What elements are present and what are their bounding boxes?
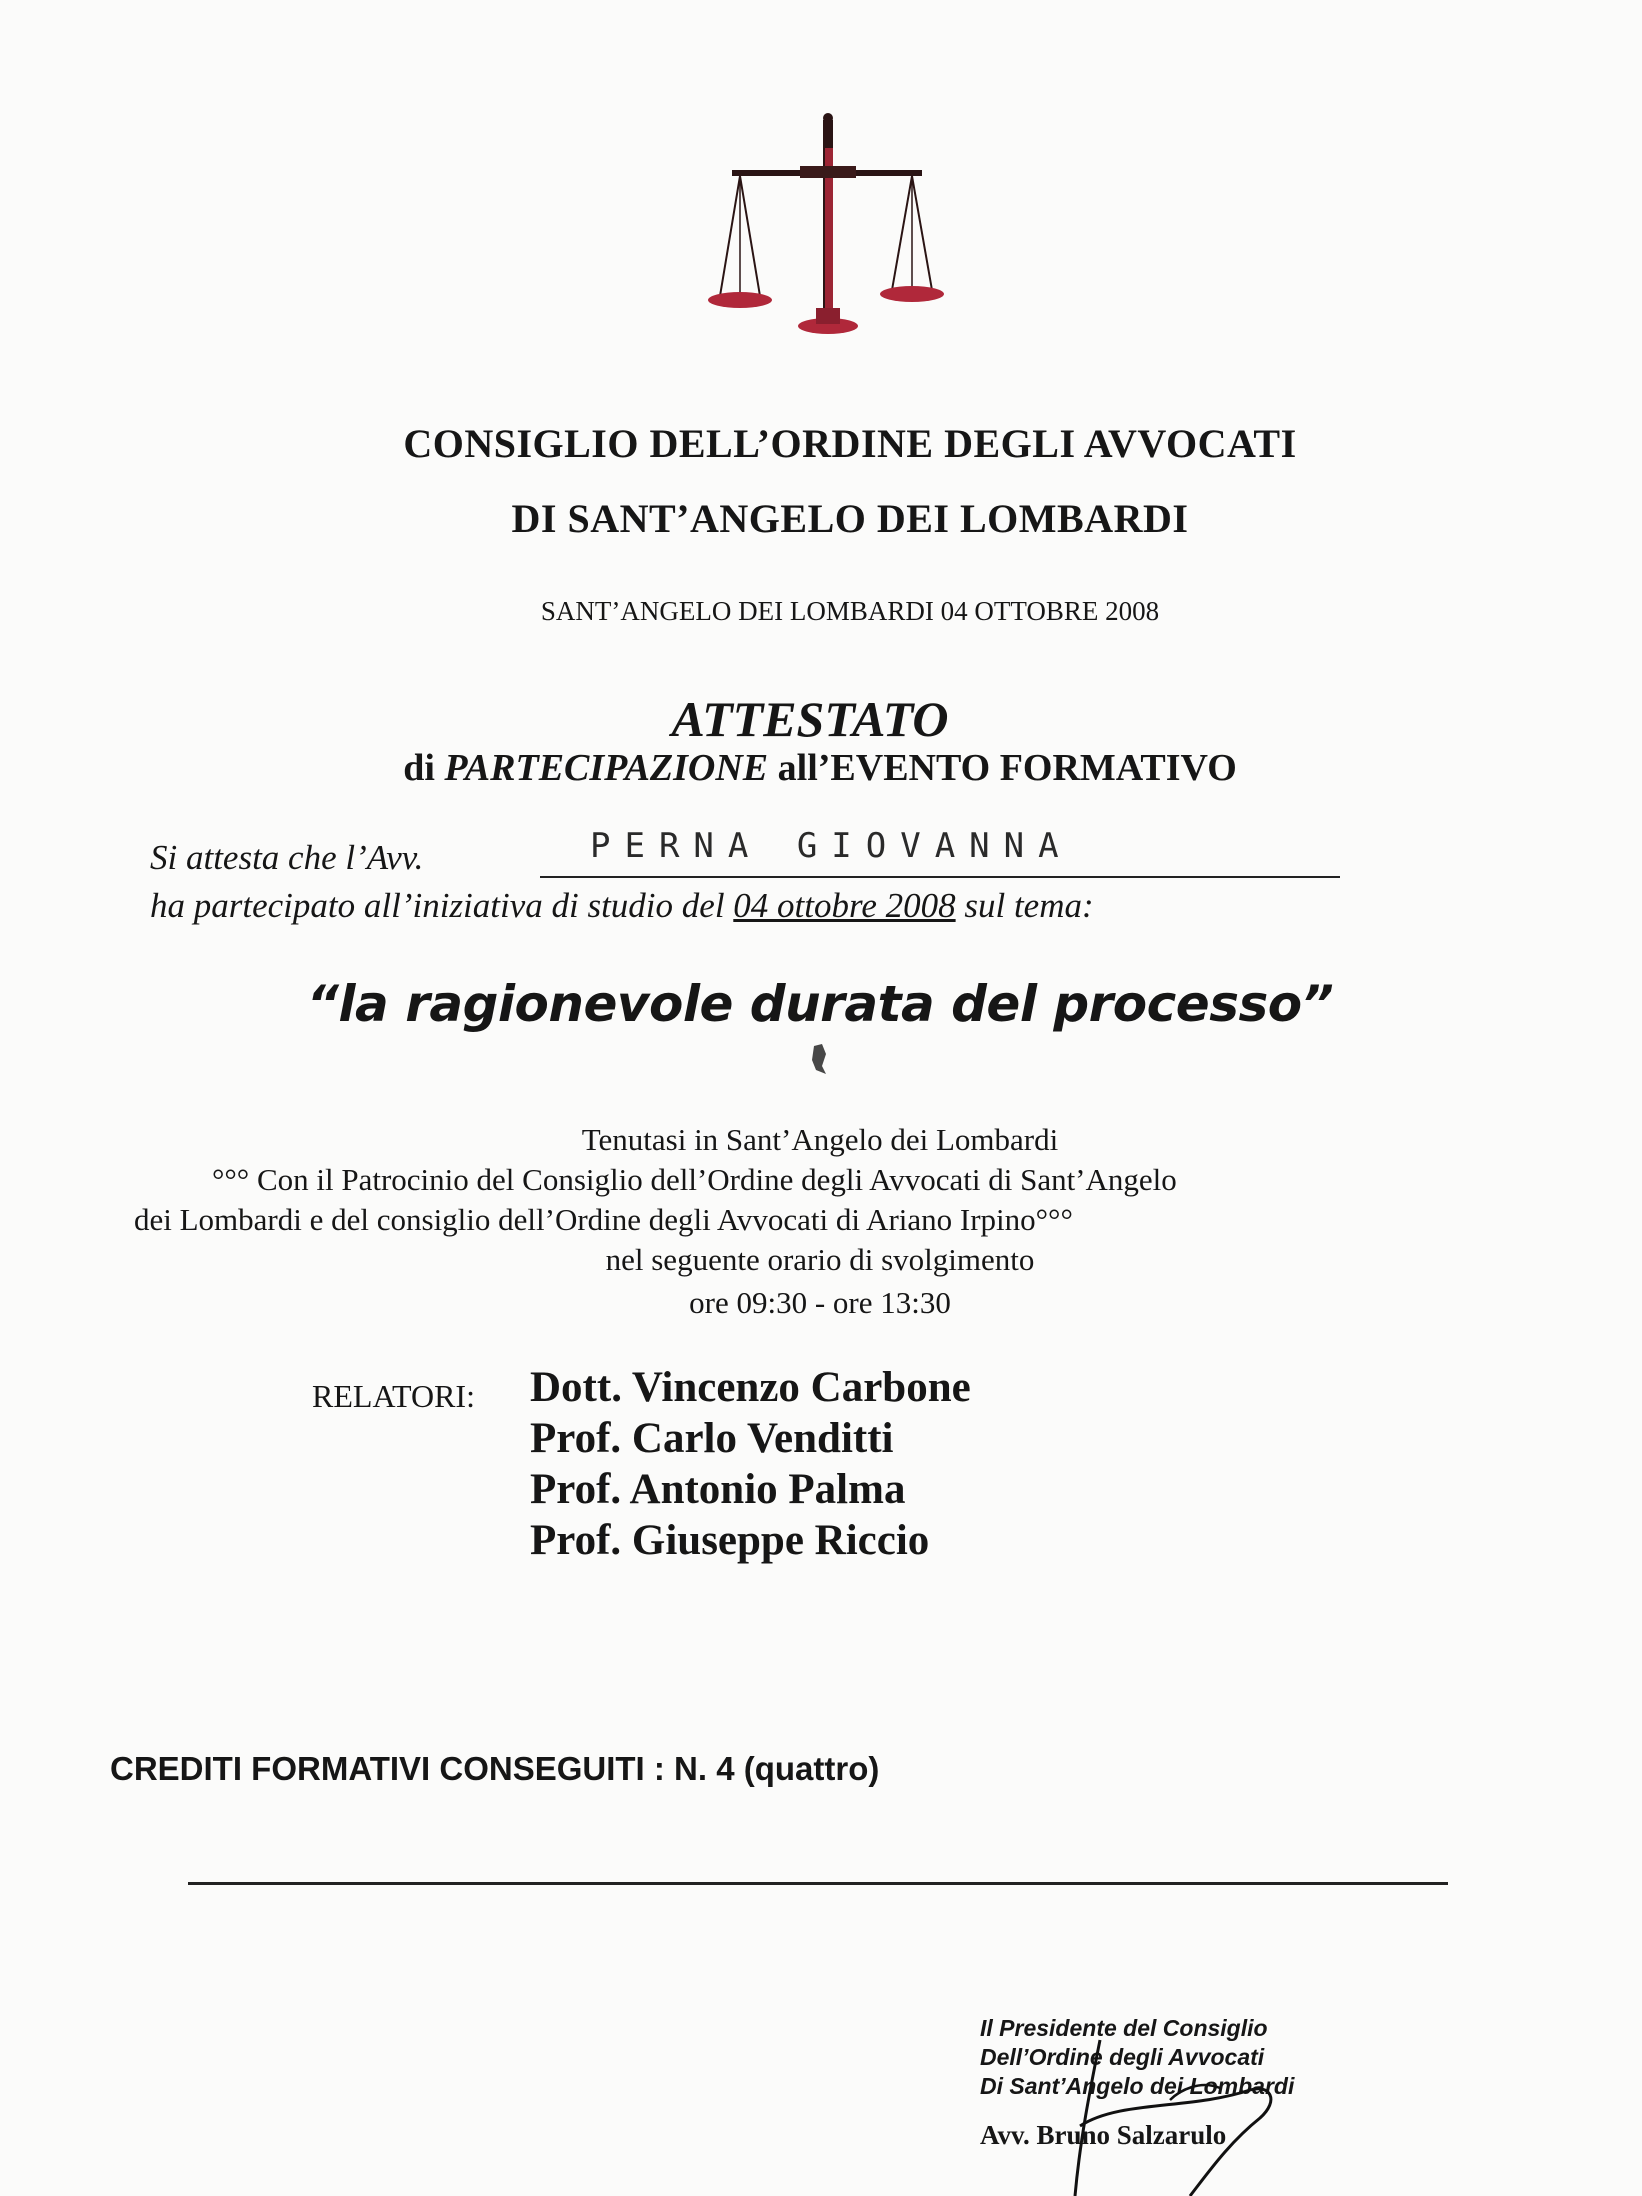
- certificate-subtitle: [220, 746, 1420, 790]
- president-line1: Il Presidente del Consiglio: [980, 2015, 1268, 2041]
- participation-date: 04 ottobre 2008: [733, 886, 956, 925]
- participation-line: [150, 886, 1094, 926]
- name-underline: [540, 876, 1340, 878]
- participation-pre: ha partecipato all’iniziativa di studio del: [150, 886, 734, 925]
- speakers-label: RELATORI:: [312, 1378, 475, 1414]
- president-name: Avv. Bruno Salzarulo: [980, 2120, 1227, 2150]
- event-location: Tenutasi in Sant’Angelo dei Lombardi: [581, 1122, 1059, 1157]
- speakers-list: [530, 1362, 971, 1566]
- speaker-item: Prof. Giuseppe Riccio: [530, 1517, 930, 1564]
- speaker-item: Prof. Antonio Palma: [530, 1466, 906, 1513]
- certificate-title: ATTESTATO: [671, 691, 949, 747]
- schedule-label: nel seguente orario di svolgimento: [605, 1242, 1035, 1277]
- speaker-item: Prof. Carlo Venditti: [530, 1415, 894, 1462]
- schedule-hours: ore 09:30 - ore 13:30: [689, 1285, 951, 1320]
- patronage-line2: dei Lombardi e del consiglio dell’Ordine degli Avvocati di Ariano Irpino°°°: [134, 1202, 1073, 1237]
- subtitle-pre: di: [403, 747, 445, 789]
- patronage-line1: °°° Con il Patrocinio del Consiglio dell’Ordine degli Avvocati di Sant’Angelo: [212, 1162, 1177, 1197]
- participation-post: sul tema:: [955, 886, 1094, 925]
- subtitle-emphasis: PARTECIPAZIONE: [444, 747, 769, 789]
- signature-rule: [188, 1882, 1448, 1885]
- org-name-line2: DI SANT’ANGELO DEI LOMBARDI: [511, 496, 1189, 541]
- speaker-item: Dott. Vincenzo Carbone: [530, 1364, 971, 1411]
- participant-name: PERNA GIOVANNA: [590, 826, 1073, 866]
- handwritten-signature-icon: [1020, 2030, 1320, 2196]
- president-line3: Di Sant’Angelo dei Lombardi: [980, 2073, 1295, 2099]
- place-date-line: SANT’ANGELO DEI LOMBARDI 04 OTTOBRE 2008: [540, 596, 1160, 626]
- ink-smudge-icon: [800, 1040, 840, 1080]
- org-name-line1: CONSIGLIO DELL’ORDINE DEGLI AVVOCATI: [403, 421, 1297, 466]
- event-theme: “la ragionevole durata del processo”: [306, 975, 1334, 1033]
- president-line2: Dell’Ordine degli Avvocati: [980, 2044, 1265, 2070]
- subtitle-post: all’EVENTO FORMATIVO: [768, 747, 1237, 789]
- credits-text: CREDITI FORMATIVI CONSEGUITI : N. 4 (quattro): [110, 1750, 880, 1787]
- attest-prefix: Si attesta che l’Avv.: [150, 838, 424, 877]
- scales-of-justice-icon: [700, 108, 960, 348]
